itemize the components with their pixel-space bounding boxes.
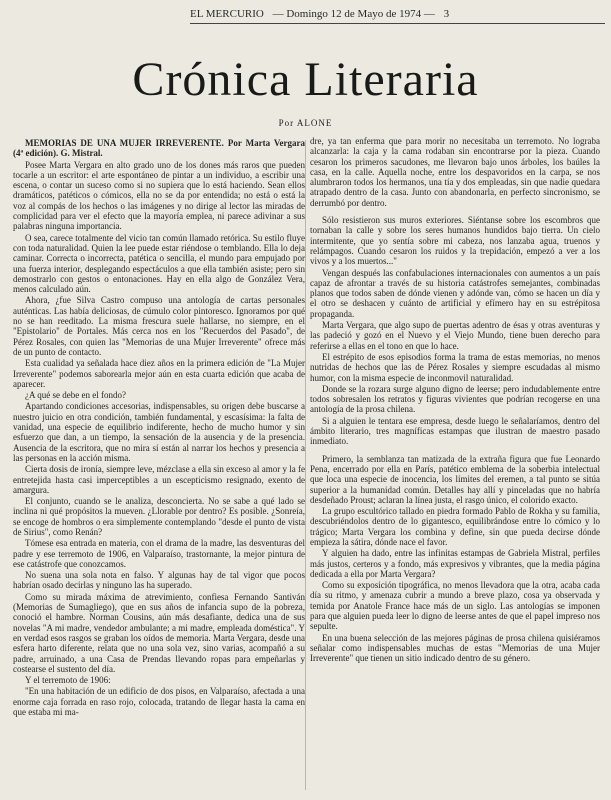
left-column: [13, 138, 305, 796]
paragraph: Como su mirada máxima de atrevimiento, confiesa Fernando Santiván (Memorias de Sumagliego), que en sus años de infancia supo de la pobreza, conoció el hambre. Norman Cousins, aún más desafiante, dedica una de sus novelas "A mi madre, vendedor ambulante; a mi madre, empleada doméstica". Y en verdad esos rasgos se graban los oídos de memoria. Marta Vergara, desde una esfera harto diferente, relata que no una sola vez, sino varias, acompañó a su padre, arruinado, a una Casa de Prendas llevando ropas para empeñarlas y costearse el sustento del día.: [13, 591, 305, 674]
paragraph: dre, ya tan enferma que para morir no necesitaba un terremoto. No lograba alcanzarla: la caja y la cama rodaban sin encontrarse por la pieza. Cuando cesaron los primeros sacudones, me llevaron bajo unos árboles, los baúles la casa, en la calle. Aquella noche, entre los despavoridos en la carpa, se nos alumbraron todos los hermanos, una tía y dos empleadas, sin que nadie quedara atrapado dentro de la casa. Junto con abandonarla, en perfecto sincronismo, se derrumbó por dentro.: [310, 136, 600, 208]
paragraph: Apartando condiciones accesorias, indispensables, su origen debe buscarse a nuestro juicio en otra condición, también fundamental, y escasísima: la falta de vanidad, una especie de equilibrio indiferente, hecho de mucho humor y sin esfuerzo que dan, a un tiempo, la sensación de la ausencia y de la presencia. Ausencia de la escritora, que no mira sí están al narrar los hechos y presencia a las personas en la acción misma.: [13, 401, 305, 463]
paragraph: Y el terremoto de 1906:: [25, 675, 111, 686]
paragraph: Tómese esa entrada en materia, con el drama de la madre, las desventuras del padre y ese terremoto de 1906, en Valparaíso, trastornante, la mejor pintura de ese catástrofe que conozcamos.: [13, 538, 305, 569]
paragraph: El conjunto, cuando se le analiza, desconcierta. No se sabe a qué lado se inclina ni qué propósitos la mueven. ¿Llorable por dentro? Es posible. ¿Sonreía, se encoge de hombros o era simplemente contemplando "desde el punto de vista de Sirius", como Renán?: [13, 496, 305, 537]
paragraph: Y alguien ha dado, entre las infinitas estampas de Gabriela Mistral, perfiles más justos, certeros y a fondo, más expresivos y vibrantes, que la media página dedicada a ella por Marta Vergara?: [310, 548, 600, 579]
masthead: [190, 8, 605, 24]
article-heading: MEMORIAS DE UNA MUJER IRREVERENTE. Por Marta Vergara (4ª edición). G. Mistral.: [13, 138, 305, 159]
paragraph: El estrépito de esos episodios forma la trama de estas memorias, no menos nutridas de hechos que las de Pérez Rosales y siempre escudadas al mismo humor, con la misma especie de inconmovil naturalidad.: [310, 351, 600, 383]
masthead-rule: [190, 23, 605, 24]
section-title: Crónica Literaria: [132, 53, 479, 106]
paragraph: Sólo resistieron sus muros exteriores. Siéntanse sobre los escombros que tornaban la calle y sobre los seres humanos hundidos bajo tierra. Un cielo intermitente, que yo sentía sobre mi cabeza, nos lanzaba agua, truenos y relámpagos. Cuando cesaron los ruidos y la trepidación, empezó a ver a los vivos y a los muertos...": [310, 215, 600, 267]
byline: Por ALONE: [278, 118, 333, 128]
paragraph: La grupo escultórico tallado en piedra formado Pablo de Rokha y su familia, descubriéndolos dentro de lo gigantesco, equilibrándose entre lo cómico y lo trágico; Marta Vergara los combina y define, sin que pueda decirse dónde empieza la sátira, dónde nace el favor.: [310, 506, 600, 547]
paragraph: Ahora, ¿fue Silva Castro compuso una antología de cartas personales auténticas. Las había deliciosas, de cúmulo color pintoresco. Ignoramos por qué no se han reeditado. La misma frescura suele hallarse, no siempre, en el "Epistolario" de Portales. Más cerca nos en los "Recuerdos del Pasado", de Pérez Rosales, con quien las "Memorias de una Mujer Irreverente" ofrece más de un punto de contacto.: [13, 295, 305, 357]
newspaper-name: EL MERCURIO: [190, 8, 264, 20]
paragraph: Posee Marta Vergara en alto grado uno de los dones más raros que pueden tocarle a un escritor: el arte espontáneo de pintar a un individuo, a escribir una escena, o contar un suceso como si no supiera que lo está haciendo. Sean ellos dramáticos, patéticos o cómicos, ella no se da por entendida; no está o está la voz al compás de los hechos o las imágenes y no dirige al lector las miradas de complicidad para ver el efecto que la mayoría emplea, ni parece adivinar a sus palabras ninguna importancia.: [13, 159, 305, 232]
issue-date: — Domingo 12 de Mayo de 1974 —: [272, 8, 435, 20]
paragraph: Marta Vergara, que algo supo de puertas adentro de ésas y otras aventuras y las padeció y gozó en el Nuevo y el Viejo Mundo, tiene buen derecho para referirse a ellas en el tono en que lo hace.: [310, 320, 600, 351]
paragraph: Esta cualidad ya señalada hace diez años en la primera edición de "La Mujer Irreverente" podemos saborearla mejor aún en esta cuarta edición que acaba de aparecer.: [13, 358, 305, 389]
paragraph: En una buena selección de las mejores páginas de prosa chilena quisiéramos señalar como indispensables muchas de estas "Memorias de una Mujer Irreverente" que tienen un sitio indicado dentro de su género.: [310, 632, 600, 664]
paragraph: O sea, carece totalmente del vicio tan común llamado retórica. Su estilo fluye con toda naturalidad. Quien la lee puede estar riéndose o temblando. Ella lo deja caminar. Correcta o incorrecta, patética o sencilla, el mundo para empujado por una fuerza interior, desplegando espectáculos a que ella también asiste; pero sin demostrarlo con gestos o entonaciones. Hay en ella algo de González Vera, menos calculado aún.: [13, 232, 305, 295]
right-column: [310, 136, 600, 794]
paragraph: Si a alguien le tentara ese empresa, desde luego le señalaríamos, dentro del ámbito literario, tres magníficas estampas que ilustran de maestro pasado inmediato.: [310, 415, 600, 447]
page-number: 3: [443, 8, 450, 20]
paragraph: Primero, la semblanza tan matizada de la extraña figura que fue Leonardo Pena, encerrado por ella en París, patético emblema de la soberbia intelectual que loca una especie de inocencia, los límites del eremen, a tal punto se sitúa superior a la humanidad común. Detalles hay allí y pinceladas que no habría desdeñado Proust; aclaran la línea justa, el rasgo único, el colorido exacto.: [310, 453, 600, 505]
paragraph: Como su exposición tipográfica, no menos llevadora que la otra, acaba cada día su ritmo, y amenaza cubrir a mundo a breve plazo, cosa ya observada y temida por Anatole France hace más de un siglo. Las antologías se imponen para que alguien pueda leer lo digno de leerse antes de que el papel impreso nos sepulte.: [310, 580, 600, 632]
paragraph: Donde se la rozara surge alguno digno de leerse; pero indudablemente entre todos sobresalen los retratos y figuras vivientes que podrían recogerse en una antología de la prosa chilena.: [310, 383, 600, 415]
paragraph: Vengan después las confabulaciones internacionales con aumentos a un país capaz de afrontar a través de su historia catástrofes semejantes, combinadas planos que todos saben de dónde vienen y adónde van, cómo se hacen un día y el otro se deshacen y cuánto de artificial y efímero hay en su estrépitosa propaganda.: [310, 267, 600, 319]
paragraph: Cierta dosis de ironía, siempre leve, mézclase a ella sin exceso al amor y la fe entretejida hasta casi imperceptibles a un escepticismo resignado, exento de amargura.: [13, 464, 305, 495]
paragraph: "En una habitación de un edificio de dos pisos, en Valparaíso, afectada a una enorme caja forrada en raso rojo, colocada, tratando de llegar hasta la cama en que estaba mi ma-: [13, 686, 305, 718]
column-divider: [305, 140, 306, 790]
paragraph: No suena una sola nota en falso. Y algunas hay de tal vigor que pocos habrían osado decirlas y ninguno las ha superado.: [13, 570, 305, 591]
paragraph: ¿A qué se debe en el fondo?: [25, 390, 126, 401]
